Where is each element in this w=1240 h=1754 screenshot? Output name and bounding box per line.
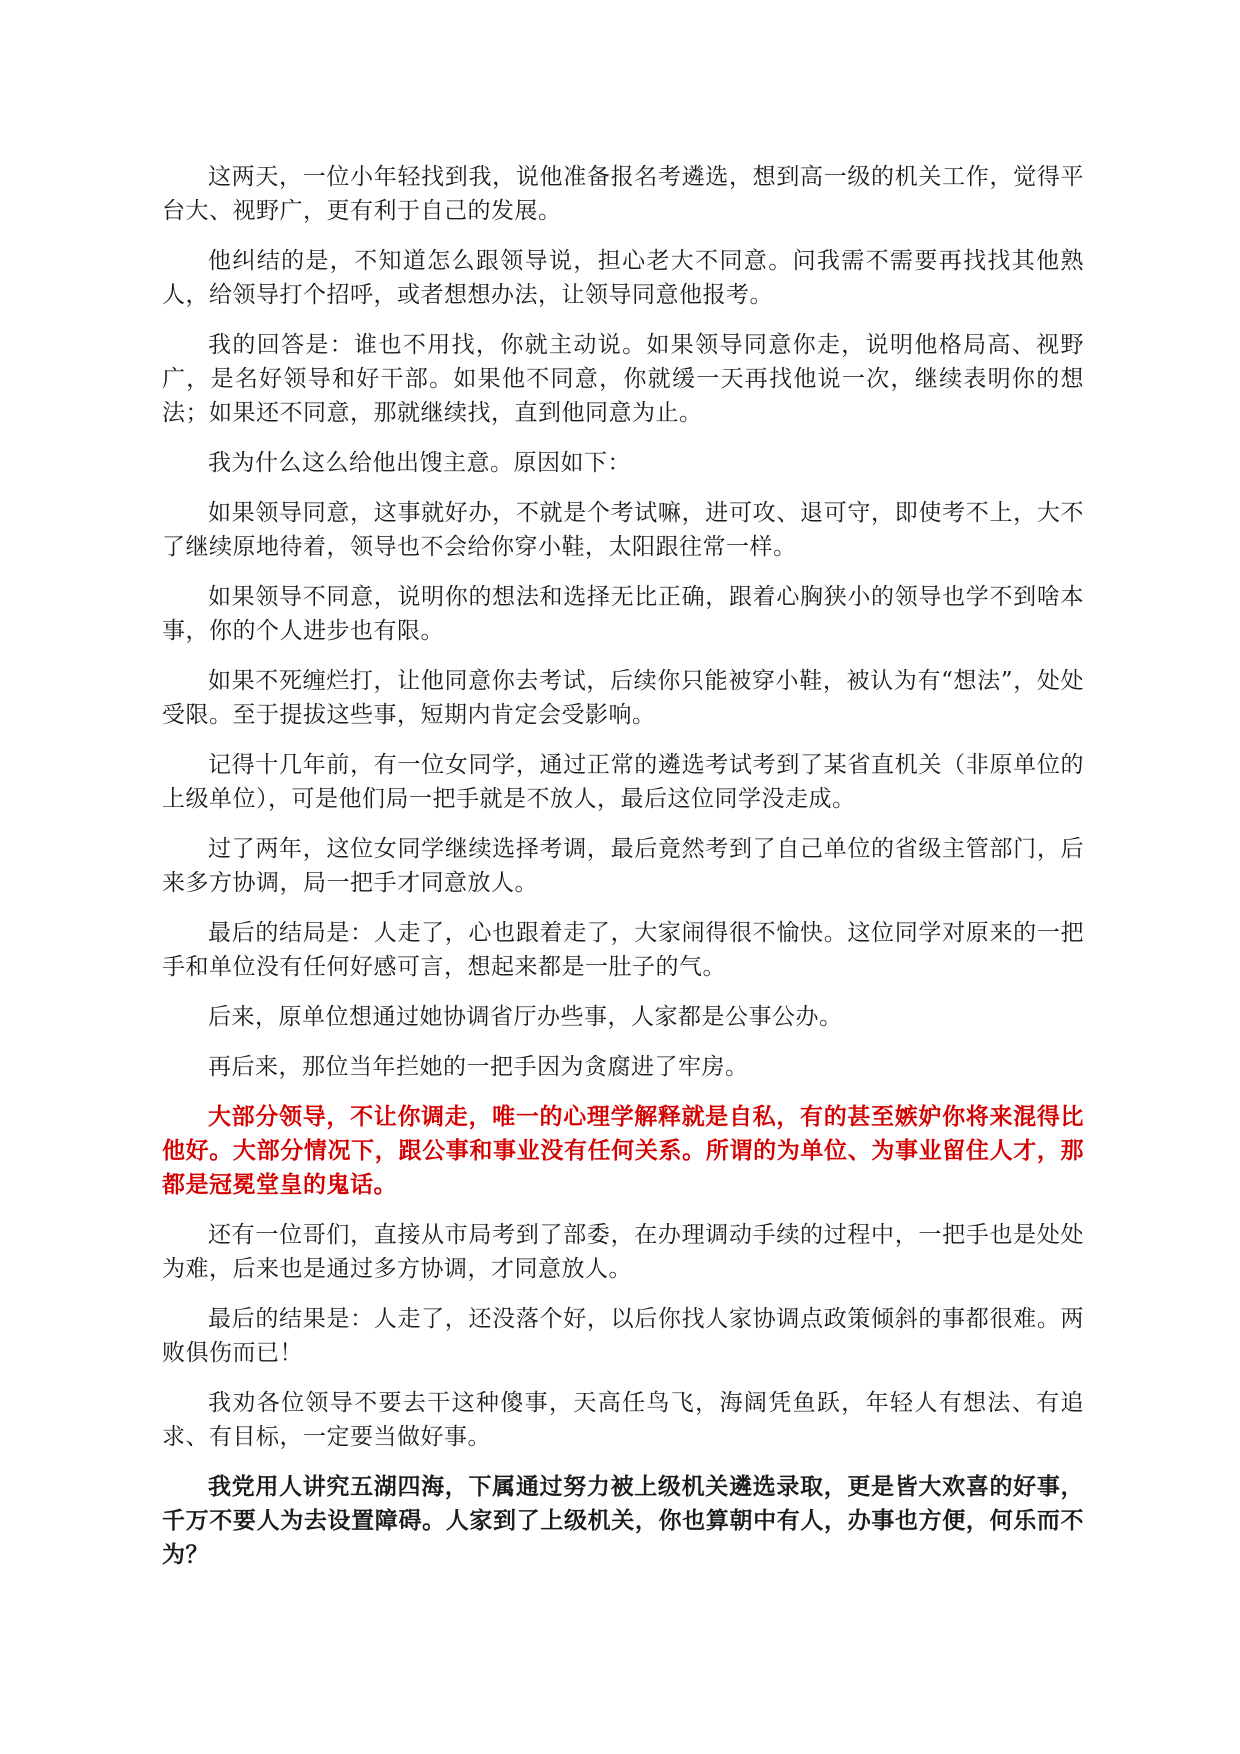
paragraph-12: 再后来，那位当年拦她的一把手因为贪腐进了牢房。 bbox=[208, 1054, 749, 1080]
paragraph-9: 过了两年，这位女同学继续选择考调，最后竟然考到了自己单位的省级主管部门，后来多方协调，局一把手才同意放人。 bbox=[162, 836, 1084, 896]
paragraph-2: 他纠结的是，不知道怎么跟领导说，担心老大不同意。问我需不需要再找找其他熟人，给领导打个招呼，或者想想办法，让领导同意他报考。 bbox=[162, 248, 1084, 308]
document-body bbox=[162, 160, 1084, 1588]
paragraph-6: 如果领导不同意，说明你的想法和选择无比正确，跟着心胸狭小的领导也学不到啥本事，你的个人进步也有限。 bbox=[162, 584, 1084, 644]
paragraph-17-bold: 我党用人讲究五湖四海，下属通过努力被上级机关遴选录取，更是皆大欢喜的好事，千万不要人为去设置障碍。人家到了上级机关，你也算朝中有人，办事也方便，何乐而不为？ bbox=[162, 1473, 1084, 1568]
paragraph-4: 我为什么这么给他出馊主意。原因如下： bbox=[208, 450, 631, 476]
paragraph-8: 记得十几年前，有一位女同学，通过正常的遴选考试考到了某省直机关（非原单位的上级单位），可是他们局一把手就是不放人，最后这位同学没走成。 bbox=[162, 752, 1084, 812]
paragraph-16: 我劝各位领导不要去干这种傻事，天高任鸟飞，海阔凭鱼跃，年轻人有想法、有追求、有目标，一定要当做好事。 bbox=[162, 1390, 1084, 1450]
paragraph-5: 如果领导同意，这事就好办，不就是个考试嘛，进可攻、退可守，即使考不上，大不了继续原地待着，领导也不会给你穿小鞋，太阳跟往常一样。 bbox=[162, 500, 1084, 560]
paragraph-14: 还有一位哥们，直接从市局考到了部委，在办理调动手续的过程中，一把手也是处处为难，后来也是通过多方协调，才同意放人。 bbox=[162, 1222, 1084, 1282]
paragraph-13-highlight: 大部分领导，不让你调走，唯一的心理学解释就是自私，有的甚至嫉妒你将来混得比他好。大部分情况下，跟公事和事业没有任何关系。所谓的为单位、为事业留住人才，那都是冠冕堂皇的鬼话。 bbox=[162, 1103, 1084, 1198]
paragraph-3: 我的回答是：谁也不用找，你就主动说。如果领导同意你走，说明他格局高、视野广，是名好领导和好干部。如果他不同意，你就缓一天再找他说一次，继续表明你的想法；如果还不同意，那就继续找，直到他同意为止。 bbox=[162, 332, 1084, 426]
paragraph-1: 这两天，一位小年轻找到我，说他准备报名考遴选，想到高一级的机关工作，觉得平台大、视野广，更有利于自己的发展。 bbox=[162, 164, 1084, 224]
paragraph-15: 最后的结果是：人走了，还没落个好，以后你找人家协调点政策倾斜的事都很难。两败俱伤而已！ bbox=[162, 1306, 1084, 1366]
paragraph-10: 最后的结局是：人走了，心也跟着走了，大家闹得很不愉快。这位同学对原来的一把手和单位没有任何好感可言，想起来都是一肚子的气。 bbox=[162, 920, 1084, 980]
paragraph-7: 如果不死缠烂打，让他同意你去考试，后续你只能被穿小鞋，被认为有“想法”，处处受限。至于提拔这些事，短期内肯定会受影响。 bbox=[162, 668, 1084, 728]
paragraph-11: 后来，原单位想通过她协调省厅办些事，人家都是公事公办。 bbox=[208, 1004, 843, 1030]
